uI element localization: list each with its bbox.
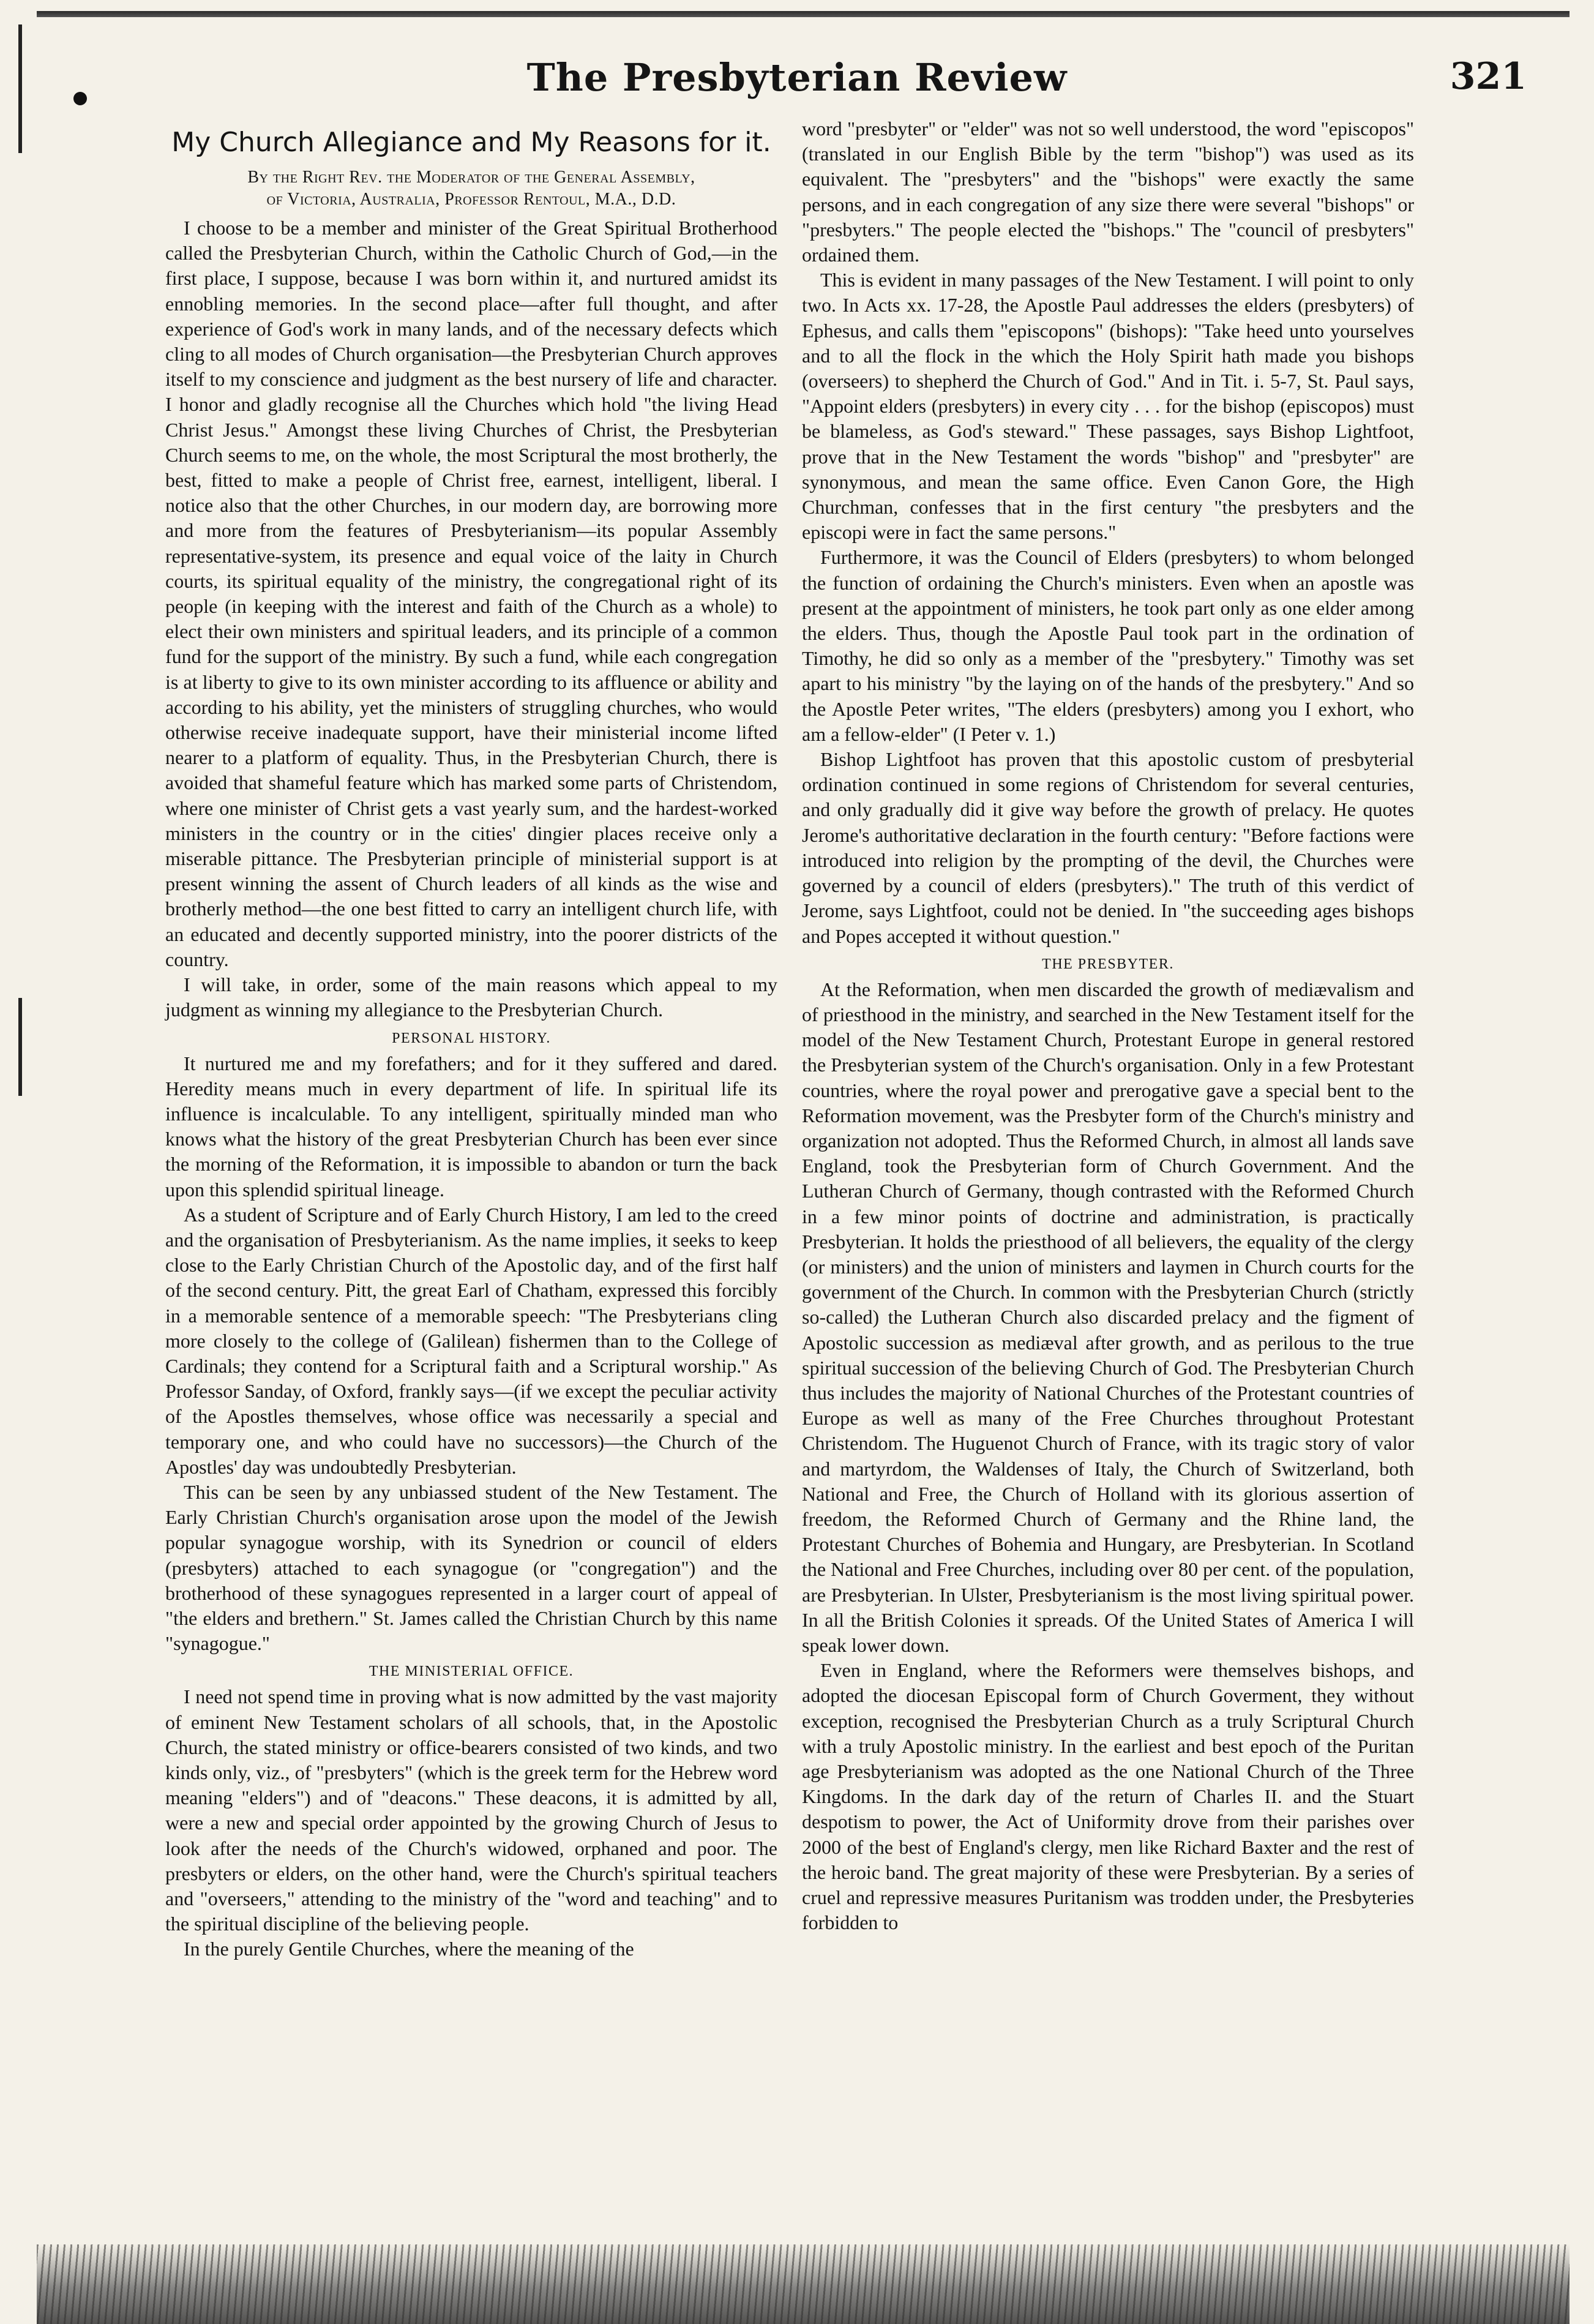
byline-line: of Victoria, Australia, Professor Rentoul, M.A., D.D. (266, 190, 676, 209)
margin-mark (18, 998, 22, 1096)
paragraph: I will take, in order, some of the main reasons which appeal to my judgment as winning my allegiance to the Presbyterian Church. (165, 973, 777, 1021)
right-column (802, 116, 1414, 1935)
section-heading: THE MINISTERIAL OFFICE. (369, 1663, 574, 1680)
section-heading: THE PRESBYTER. (1042, 956, 1174, 972)
paragraph: I need not spend time in proving what is now admitted by the vast majority of eminent New Testament scholars of all schools, that, in the Apostolic Church, the stated ministry or office-bearers consisted of two kinds, and two kinds only, viz., of "presbyters" (which is the greek term for the Hebrew word meaning "elders") and of "deacons." These deacons, it is admitted by all, were a new and special order appointed by the growing Church of Jesus to look after the needs of the Church's widowed, orphaned and poor. The presbyters or elders, on the other hand, were the Church's spiritual teachers and "overseers," attending to the ministry of the "word and teaching" and to the spiritual discipline of the believing people. (165, 1685, 777, 1935)
paragraph: I choose to be a member and minister of the Great Spiritual Brotherhood called the Presbyterian Church, within the Catholic Church of God,—in the first place, I suppose, because I was born within it, and nurtured amidst its ennobling memories. In the second place—after full thought, and after experience of God's work in many lands, and of the necessary defects which cling to all modes of Church organisation—the Presbyterian Church approves itself to my conscience and judgment as the best nursery of life and character. I honor and gladly recognise all the Churches which hold "the living Head Christ Jesus." Amongst these living Churches of Christ, the Presbyterian Church seems to me, on the whole, the most Scriptural the most brotherly, the best, fitted to make a people of Christ free, earnest, intelligent, liberal. I notice also that the other Churches, in our modern day, are borrowing more and more from the features of Presbyterianism—its popular Assembly representative-system, its presence and equal voice of the laity in Church courts, its spiritual equality of the ministry, the congregational right of its people (in keeping with the interest and faith of the Church as a whole) to elect their own ministers and spiritual leaders, and its principle of a common fund for the support of the ministry. By such a fund, while each congregation is at liberty to give to its own minister according to its affluence or ability and according to his ability, yet the ministers of struggling churches, who would otherwise receive inadequate support, have their ministerial income lifted nearer to a platform of equality. Thus, in the Presbyterian Church, there is avoided that shameful feature which has marked some parts of Christendom, where one minister of Christ gets a vast yearly sum, and the hardest-worked ministers in the country or in the cities' dingier places receive only a miserable pittance. The Presbyterian principle of ministerial support is at present winning the assent of Church leaders of all kinds as the wise and brotherly method—the one best fitted to carry an intelligent church life, with an educated and decently supported ministry, into the poorer districts of the country. (165, 217, 777, 970)
page-number: 321 (1450, 55, 1527, 98)
paragraph: This can be seen by any unbiassed student of the New Testament. The Early Christian Church's organisation arose upon the model of the Jewish popular synagogue worship, with its Synedrion or council of elders (presbyters) attached to each synagogue (or "congregation") and the brotherhood of these synagogues represented in a larger court of appeal of "the elders and brethern." St. James called the Christian Church by this name "synagogue." (165, 1480, 777, 1655)
paragraph: Furthermore, it was the Council of Elders (presbyters) to whom belonged the function of ordaining the Church's ministers. Even when an apostle was present at the appointment of ministers, he took part only as one elder among the elders. Thus, though the Apostle Paul took part in the ordination of Timothy, he did so only as a member of the "presbytery." Timothy was set apart to his ministry "by the laying on of the hands of the presbytery." And so the Apostle Peter writes, "The elders (presbyters) among you I exhort, who am a fellow-elder" (I Peter v. 1.) (802, 546, 1414, 745)
scan-edge (37, 2244, 1570, 2324)
paragraph: Bishop Lightfoot has proven that this apostolic custom of presbyterial ordination continued in some regions of Christendom for several centuries, and only gradually did it give way before the growth of prelacy. He quotes Jerome's authoritative declaration in the fourth century: "Before factions were introduced into religion by the prompting of the devil, the Churches were governed by a council of elders (presbyters)." The truth of this verdict of Jerome, says Lightfoot, could not be denied. In "the succeeding ages bishops and Popes accepted it without question." (802, 748, 1414, 947)
page-header (0, 55, 1594, 110)
paragraph: It nurtured me and my forefathers; and for it they suffered and dared. Heredity means much in every department of life. In spiritual life its influence is incalculable. To any intelligent, spiritually minded man who knows what the history of the great Presbyterian Church has been ever since the morning of the Reformation, it is impossible to abandon or turn the back upon this splendid spiritual lineage. (165, 1052, 777, 1201)
paragraph: As a student of Scripture and of Early Church History, I am led to the creed and the organisation of Presbyterianism. As the name implies, it seeks to keep close to the Early Christian Church of the Apostolic day, and of the first half of the second century. Pitt, the great Earl of Chatham, expressed this forcibly in a memorable sentence of a memorable speech: "The Presbyterians cling more closely to the college of (Galilean) fishermen than to the College of Cardinals; they contend for a Scriptural faith and a Scriptural worship." As Professor Sanday, of Oxford, frankly says—(if we except the peculiar activity of the Apostles themselves, whose office was necessarily a special and temporary one, and who could have no successors)—the Church of the Apostles' day was undoubtedly Presbyterian. (165, 1203, 777, 1478)
byline-line: By the Right Rev. the Moderator of the General Assembly, (247, 168, 695, 187)
paragraph: In the purely Gentile Churches, where the meaning of the (184, 1938, 634, 1960)
left-column (165, 116, 777, 1962)
running-title: The Presbyterian Review (526, 55, 1068, 100)
paragraph: This is evident in many passages of the New Testament. I will point to only two. In Acts xx. 17-28, the Apostle Paul addresses the elders (presbyters) of Ephesus, and calls them "episcopons" (bishops): "Take heed unto yourselves and to all the flock in the which the Holy Spirit hath made you bishops (overseers) to shepherd the Church of God." And in Tit. i. 5-7, St. Paul says, "Appoint elders (presbyters) in every city . . . for the bishop (episcopos) must be blameless, as God's steward." These passages, says Bishop Lightfoot, prove that in the New Testament the words "bishop" and "presbyter" are synonymous, and mean the same office. Even Canon Gore, the High Churchman, confesses that in the first century "the presbyters and the episcopi were in fact the same persons." (802, 269, 1414, 544)
paragraph: At the Reformation, when men discarded the growth of mediævalism and of priesthood in the ministry, and searched in the New Testament itself for the model of the New Testament Church, Protestant Europe in general restored the Presbyterian system of the Church's organisation. Only in a few Protestant countries, where the royal power and prerogative gave a special bent to the Reformation movement, was the Presbyter form of the Church's ministry and organization not adopted. Thus the Reformed Church, in almost all lands save England, took the Presbyterian form of Church Government. And the Lutheran Church of Germany, though contrasted with the Reformed Church in a few minor points of doctrine and administration, is practically Presbyterian. It holds the priesthood of all believers, the equality of the clergy (or ministers) and the union of ministers and laymen in Church courts for the government of the Church. In common with the Presbyterian Church (strictly so-called) the Lutheran Church also discarded prelacy and the figment of Apostolic succession as mediæval after growth, and as perilous to the true spiritual succession of the believing Church of God. The Presbyterian Church thus includes the majority of National Churches of the Protestant countries of Europe as well as many of the Free Churches throughout Protestant Christendom. The Huguenot Church of France, with its tragic story of valor and martyrdom, the Waldenses of Italy, the Church of Switzerland, both National and Free, the Church of Holland with its glorious assertion of freedom, the Reformed Church of Germany and the Rhine land, the Protestant Churches of Bohemia and Hungary, are Presbyterian. In Scotland the National and Free Churches, including over 80 per cent. of the population, are Presbyterian. In Ulster, Presbyterianism is the most living spiritual power. In all the British Colonies it spreads. Of the United States of America I will speak lower down. (802, 978, 1414, 1656)
top-rule (37, 11, 1570, 17)
paragraph: Even in England, where the Reformers were themselves bishops, and adopted the diocesan Episcopal form of Church Goverment, they without exception, recognised the Presbyterian Church as a truly Scriptural Church with a truly Apostolic ministry. In the earliest and best epoch of the Puritan age Presbyterianism was adopted as the one National Church of the Three Kingdoms. In the dark day of the return of Charles II. and the Stuart despotism to power, the Act of Uniformity drove from their parishes over 2000 of the best of England's clergy, men like Richard Baxter and the rest of the heroic band. The great majority of these were Presbyterian. By a series of cruel and repressive measures Puritanism was trodden under, the Presbyteries forbidden to (802, 1659, 1414, 1934)
article-title: My Church Allegiance and My Reasons for it. (171, 127, 771, 158)
section-heading: PERSONAL HISTORY. (392, 1030, 551, 1046)
byline (165, 167, 777, 211)
paragraph: word "presbyter" or "elder" was not so well understood, the word "episcopos" (translated in our English Bible by the term "bishop") was used as its equivalent. The "presbyters" and the "bishops" were exactly the same persons, and in each congregation of any size there were several "bishops" or "presbyters." The people elected the "bishops." The "council of presbyters" ordained them. (802, 118, 1414, 266)
